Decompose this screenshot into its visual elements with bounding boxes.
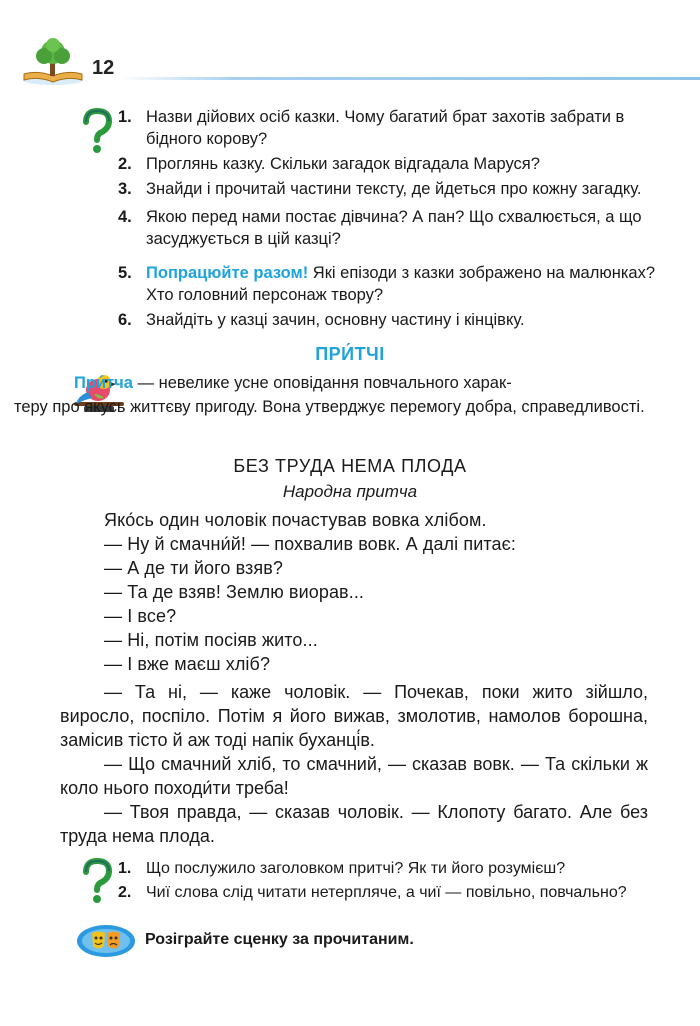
page-header: [14, 30, 700, 90]
story-paragraph: — Та ні, — каже чоловік. — Почекав, поки жито зійшло, виросло, поспіло. Потім я його вижав, змолотив, намолов борошна, замісив тісто й аж тоді напік буханці́в.: [60, 682, 648, 750]
list-item: 6. Знайдіть у казці зачин, основну частину і кінцівку.: [118, 311, 525, 329]
story-dialogue: [104, 508, 654, 676]
page-number: 12: [92, 57, 115, 79]
section-title: ПРИ́ТЧІ: [315, 344, 385, 364]
header-rule: [119, 77, 700, 80]
list-item: 1. Назви дійових осіб казки. Чому багатий брат захотів забрати в бідного корову?: [118, 108, 625, 148]
story-paragraph: — Що смачний хліб, то смачний, — сказав вовк. — Та скільки ж коло нього походи́ти треба!: [60, 754, 648, 798]
list-item: 2. Чиї слова слід читати нетерпляче, а чиї — повільно, повчально?: [118, 884, 627, 901]
story-line: Яко́сь один чоловік почастував вовка хлібом.: [104, 510, 487, 530]
story-paragraph: — Твоя правда, — сказав чоловік. — Клопоту багато. Але без труда нема плода.: [60, 802, 648, 846]
question-mark-icon: [78, 108, 114, 156]
list-item: 1. Що послужило заголовком притчі? Як ти його розумієш?: [118, 860, 566, 877]
definition: При́тча — невелике усне оповідання повчального харак-: [74, 374, 512, 392]
story-line: — А де ти його взяв?: [104, 558, 284, 578]
story-line: — І все?: [104, 606, 177, 626]
book-tree-icon: [22, 38, 84, 86]
story-title: БЕЗ ТРУДА НЕМА ПЛОДА: [233, 456, 467, 476]
list-item: 5. Попрацюйте разом! Які епізоди з казки зображено на малюнках? Хто головний персонаж твору?: [118, 264, 656, 304]
definition-continuation: теру про якусь життєву пригоду. Вона утверджує перемогу добра, справедливості.: [14, 398, 645, 416]
question-mark-icon: [78, 858, 114, 906]
work-together-label: Попрацюйте разом!: [146, 264, 309, 282]
definition-term: При́тча: [74, 374, 133, 392]
story-line: — Ну й смачни́й! — похвалив вовк. А далі питає:: [104, 534, 516, 554]
theatre-masks-icon: [76, 924, 136, 958]
story-line: — Ні, потім посіяв жито...: [104, 630, 318, 650]
list-item: 4. Якою перед нами постає дівчина? А пан? Що схвалюється, а що засуджується в цій казці?: [118, 208, 642, 248]
questions-list-1: [118, 106, 658, 331]
list-item: 3. Знайди і прочитай частини тексту, де йдеться про кожну загадку.: [118, 180, 642, 198]
story-line: — І вже маєш хліб?: [104, 654, 271, 674]
task-text: Розіграйте сценку за прочитаним.: [145, 931, 414, 948]
story-line: — Та де взяв! Землю виорав...: [104, 582, 365, 602]
story-subtitle: Народна притча: [282, 482, 418, 501]
questions-list-2: [118, 858, 658, 904]
list-item: 2. Проглянь казку. Скільки загадок відгадала Маруся?: [118, 155, 540, 173]
